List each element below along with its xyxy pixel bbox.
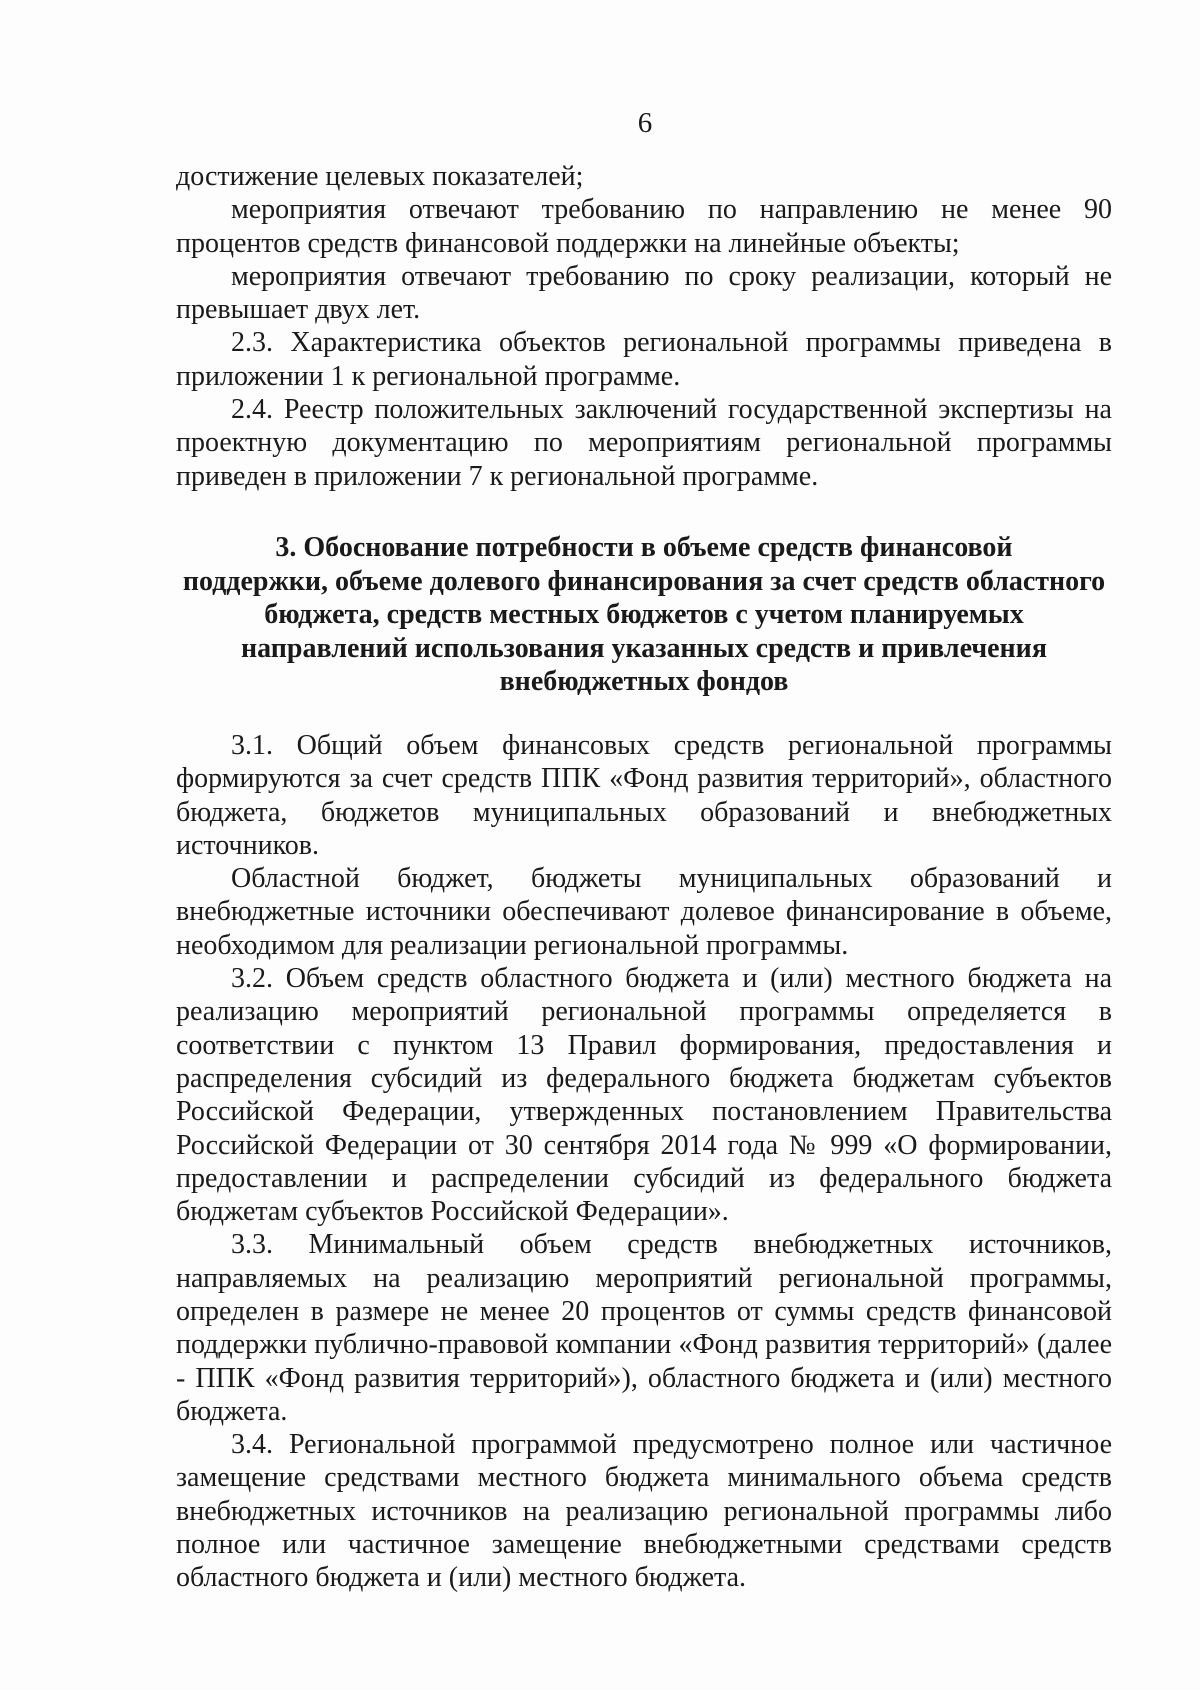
- heading-line: поддержки, объеме долевого финансирования за счет средств областного: [182, 565, 1106, 597]
- heading-line: 3. Обоснование потребности в объеме средств финансовой: [275, 531, 1013, 563]
- paragraph-3-1: 3.1. Общий объем финансовых средств региональной программы формируются за счет средств ППК «Фонд развития территорий», областного бюджета, бюджетов муниципальных образований и внебюджетных источников.: [176, 729, 1112, 861]
- heading-line: бюджета, средств местных бюджетов с учетом планируемых: [264, 599, 1024, 631]
- section-3-heading: [176, 531, 1112, 699]
- paragraph-2-3: 2.3. Характеристика объектов региональной программы приведена в приложении 1 к региональной программе.: [176, 327, 1112, 392]
- paragraph-requirement-term: мероприятия отвечают требованию по сроку реализации, который не превышает двух лет.: [176, 260, 1112, 326]
- paragraph-2-4: 2.4. Реестр положительных заключений государственной экспертизы на проектную документацию по мероприятиям региональной программы приведен в приложении 7 к региональной программе.: [176, 394, 1112, 492]
- paragraph-requirement-direction: мероприятия отвечают требованию по направлению не менее 90 процентов средств финансовой поддержки на линейные объекты;: [176, 194, 1112, 259]
- heading-line: внебюджетных фондов: [499, 666, 789, 698]
- paragraph-3-4: 3.4. Региональной программой предусмотрено полное или частичное замещение средствами местного бюджета минимального объема средств внебюджетных источников на реализацию региональной программы либо полное или частичное замещение внебюджетными средствами средств областного бюджета и (или) местного бюджета.: [176, 1429, 1112, 1594]
- paragraph-3-3: 3.3. Минимальный объем средств внебюджетных источников, направляемых на реализацию мероприятий региональной программы, определен в размере не менее 20 процентов от суммы средств финансовой поддержки публично-правовой компании «Фонд развития территорий» (далее - ППК «Фонд развития территорий»), областного бюджета и (или) местного бюджета.: [176, 1229, 1112, 1427]
- paragraph-regional-budget: Областной бюджет, бюджеты муниципальных образований и внебюджетные источники обеспечивают долевое финансирование в объеме, необходимом для реализации региональной программы.: [176, 863, 1112, 961]
- paragraph-3-2: 3.2. Объем средств областного бюджета и (или) местного бюджета на реализацию мероприятий региональной программы определяется в соответствии с пунктом 13 Правил формирования, предоставления и распределения субсидий из федерального бюджета бюджетам субъектов Российской Федерации, утвержденных постановлением Правительства Российской Федерации от 30 сентября 2014 года № 999 «О формировании, предоставлении и распределении субсидий из федерального бюджета бюджетам субъектов Российской Федерации».: [176, 963, 1112, 1228]
- document-body: [176, 160, 1112, 1595]
- page-number: 6: [637, 107, 653, 139]
- paragraph-continuation: достижение целевых показателей;: [176, 161, 584, 192]
- heading-line: направлений использования указанных средств и привлечения: [241, 632, 1047, 664]
